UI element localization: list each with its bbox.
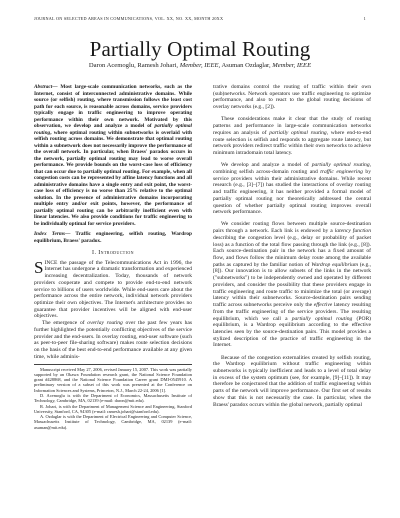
journal-name: JOURNAL ON SELECTED AREAS IN COMMUNICATIONS, VOL. XX, NO. XX, MONTH 20XX [34, 16, 224, 21]
intro-paragraph-2-text-b: over the past few years has further highlighted the potentially conflicting objectives of the service provider and the end-users. In overlay routing, end-user software (such as peer-to-peer file-sharing software) makes route selection decisions on the basis of the best end-to-end performance available at any given time, while adminis- [34, 320, 192, 360]
right-paragraph-4-emphasis-3: effective [313, 302, 333, 309]
left-column [34, 84, 192, 430]
abstract [34, 84, 192, 227]
page-number: 1 [363, 16, 366, 21]
right-paragraph-2-emphasis: partially optimal routing [269, 129, 327, 136]
section-title: Introduction [98, 250, 134, 256]
intro-paragraph-2-emphasis: overlay routing [87, 320, 123, 327]
right-paragraph-1: trative domains control the routing of traffic within their own (sub)networks. Network operators use traffic engineering to optimize performance, and also to react to the global routing decisions of overlay networks (e.g., [2]). [213, 84, 371, 111]
right-paragraph-2-text-a: These considerations make it clear that the study of routing patterns and performance in large-scale communication networks requires an analysis of [213, 116, 371, 136]
right-paragraph-3-text-c: by service providers within their administrative domains. While recent research (e.g., [3]–[7]) has studied the interactions of overlay routing and traffic engineering, it has neither provided a formal model of partially optimal routing nor theoretically addressed the central question of whether partially optimal routing improves overall network performance. [213, 168, 371, 216]
abstract-emphasis: partially optimal routing [34, 123, 192, 136]
right-paragraph-4-text-c: (e.g., [8]). Our innovation is to allow subsets of the links in the network ("subnetworks") to be independently owned and operated by different providers, and consider the possibility that these providers engage in traffic engineering and route traffic to minimize the total (or average) latency within their subnetworks. Source-destination pairs sending traffic across subnetworks perceive only the [213, 261, 371, 309]
drop-cap: S [34, 257, 44, 277]
right-paragraph-5: Because of the congestion externalities created by selfish routing, the Wardrop equilibrium without traffic engineering within subnetworks is typically inefficient and leads to a level of total delay in excess of the system optimum (see, for example, [9]–[11]). It may therefore be conjectured that the addition of traffic engineering within parts of the network will improve performance. Our first set of results show that this is not necessarily the case. In particular, when the Braess' paradox occurs within the global network, partially optimal [213, 354, 371, 408]
right-paragraph-3 [213, 162, 371, 216]
paper-title: Partially Optimal Routing [89, 37, 311, 61]
author-role-2: Member, IEEE [272, 62, 312, 69]
right-paragraph-3-emphasis-2: traffic engineering [320, 168, 363, 175]
right-paragraph-4-text-a: We consider routing flows between multiple source-destination pairs through a network. Each link is endowed by a [213, 221, 371, 235]
intro-paragraph-1 [34, 257, 192, 320]
abstract-text-1: — Most large-scale communication networks, such as the Internet, consist of interconnected administrative domains. While source (or selfish) routing, where transmission follows the least cost path for each source, is reasonable across domains, service providers typically engage in traffic engineering to improve operating performance within their own network. Motivated by this observation, we develop and analyze a model of [34, 84, 192, 129]
abstract-text-2: , where optimal routing within subnetworks is overlaid with selfish routing across domains. We demonstrate that optimal routing within a subnetwork does not necessarily improve the performance of the overall network. In particular, when Braess' paradox occurs in the network, partially optimal routing may lead to worse overall performance. We provide bounds on the worst-case loss of efficiency that can occur due to partially optimal routing. For example, when all congestion costs can be represented by affine latency functions and all administrative domains have a single entry and exit point, the worst-case loss of efficiency is no worse than 25% relative to the optimal solution. In the presence of administrative domains incorporating multiple entry and/or exit points, however, the performance of partially optimal routing can be arbitrarily inefficient even with linear latencies. We also provide conditions for traffic engineering to be individually optimal for service providers. [34, 129, 192, 227]
right-paragraph-2-text-b: , where end-to-end route selection is selfish and responds to aggregate route latency, but network providers redirect traffic within their own networks to achieve minimum intradomain total latency. [213, 129, 371, 156]
intro-paragraph-2 [34, 320, 192, 360]
footnote-johari: R. Johari, is with the Department of Management Science and Engineering, Stanford University, Stanford, CA, 94305 (e-mail: ramesh.johari@stanford.edu). [34, 403, 192, 414]
index-terms [34, 231, 192, 244]
section-number: I. [92, 250, 97, 256]
author-names-2: , Asuman Ozdaglar, [218, 62, 271, 69]
footnote-ozdaglar: A. Ozdaglar is with the Department of Electrical Engineering and Computer Science, Massachusetts Institute of Technology, Cambridge, MA, 02139 (e-mail: asuman@mit.edu). [34, 414, 192, 430]
index-terms-text: — Traffic engineering, selfish routing, Wardrop equilibrium, Braess' paradox. [34, 231, 192, 244]
author-role-1: Member, IEEE [179, 62, 219, 69]
author-line [0, 62, 400, 69]
intro-paragraph-1-text: INCE the passage of the Telecommunications Act in 1996, the Internet has undergone a dramatic transformation and experienced increasing decentralization. Today, thousands of network providers cooperate and compete to provide end-to-end network service to billions of users worldwide. While end-users care about the performance across the entire network, individual network providers optimize their own objectives. The Internet's architecture provides no guarantee that provider incentives will be aligned with end-user objectives. [34, 259, 192, 320]
abstract-label: Abstract [34, 84, 53, 90]
intro-paragraph-2-text-a: The emergence of [42, 320, 88, 327]
footnote-manuscript: Manuscript received May 27, 2006, revised January 15, 2007. This work was partially supported by an Okawa Foundation research grant, the National Science Foundation grant #428868, and the National Science Foundation Career grant DMI-0545910. A preliminary version of a subset of this work was presented at the Conference on Information Sciences and Systems, Princeton, N.J., March 22-24, 2006 [1]. [34, 366, 192, 393]
footnotes [34, 364, 192, 431]
right-paragraph-4-text-e: (POR) equilibrium, is a Wardrop equilibrium according to the effective latencies seen by the source-destination pairs. This model provides a stylized description of the practice of traffic engineering in the Internet. [213, 315, 371, 349]
right-column [213, 84, 371, 414]
right-paragraph-4-text-b: describing the congestion level (e.g., delay or probability of packet loss) as a function of the total flow passing through the link (e.g., [8]). Each source-destination pair in the network has a fixed amount of flow, and flows follow the minimum delay route among the available paths as captured by the familiar notion of [213, 234, 371, 268]
right-paragraph-2 [213, 116, 371, 156]
index-terms-label: Index Terms [34, 231, 66, 237]
right-paragraph-4-text-d: latency resulting from the traffic engineering of the service providers. The resulting equilibrium, which we call a [213, 302, 372, 322]
right-paragraph-3-emphasis-1: partially optimal routing [311, 162, 370, 169]
right-paragraph-3-text-a: We develop and analyze a model of [221, 162, 312, 169]
right-paragraph-3-text-b: , combining selfish across-domain routing and [213, 162, 371, 175]
author-names-1: Daron Acemoglu, Ramesh Johari, [88, 62, 179, 69]
right-paragraph-4 [213, 221, 371, 349]
footnote-acemoglu: D. Acemoglu is with the Department of Economics, Massachusetts Institute of Technology, Cambridge, MA, 02139 (e-mail: daron@mit.edu). [34, 392, 192, 404]
running-head [34, 16, 366, 21]
section-heading-introduction [34, 250, 192, 257]
right-paragraph-4-emphasis-1: latency function [334, 228, 371, 235]
right-paragraph-4-emphasis-2: Wardrop equilibrium [311, 261, 358, 268]
right-paragraph-4-emphasis-4: partially optimal routing [291, 315, 353, 322]
